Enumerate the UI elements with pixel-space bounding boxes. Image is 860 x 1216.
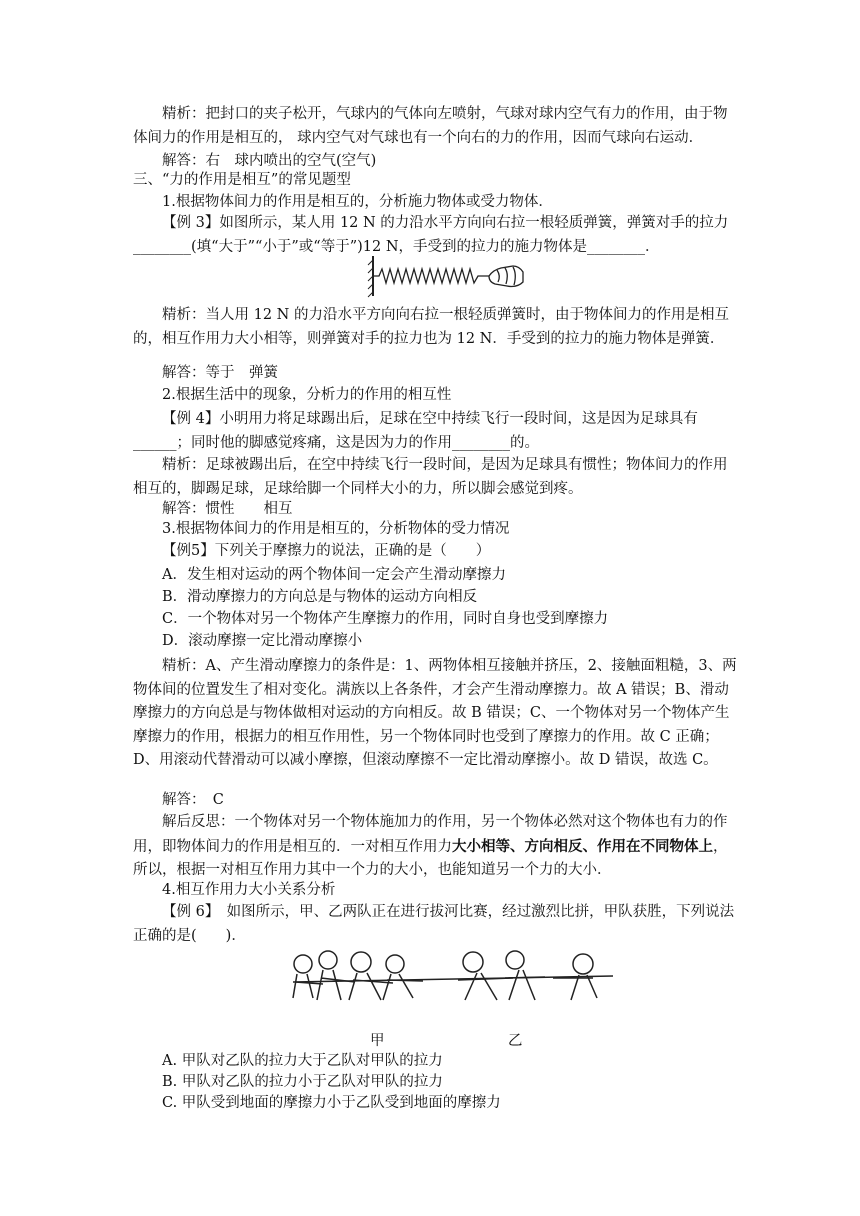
reflection-text-1: 解后反思：一个物体对另一个物体施加力的作用，另一个物体必然对这个物体也有力的作用，即物体间力的作用是相互的．一对相互作用力 [133, 814, 728, 855]
tug-of-war-figure [283, 948, 623, 1010]
answer-example-4: 解答：惯性 相互 [162, 501, 293, 517]
option-5c: C．一个物体对另一个物体产生摩擦力的作用，同时自身也受到摩擦力 [162, 611, 609, 627]
question-type-3: 3.根据物体间力的作用是相互的，分析物体的受力情况 [162, 521, 510, 537]
analysis-example-4: 精析：足球被踢出后，在空中持续飞行一段时间，是因为足球具有惯性；物体间力的作用相互的，脚踢足球，足球给脚一个同样大小的力，所以脚会感觉到疼。 [133, 457, 728, 497]
example-5: 【例5】下列关于摩擦力的说法，正确的是（ ） [162, 543, 491, 559]
option-5d: D．滚动摩擦一定比滑动摩擦小 [162, 633, 363, 649]
team-label-jia: 甲 [370, 1033, 385, 1049]
question-type-1: 1.根据物体间力的作用是相互的，分析施力物体或受力物体． [162, 194, 553, 210]
analysis-balloon: 精析：把封口的夹子松开，气球内的气体向左喷射，气球对球内空气有力的作用，由于物体间力的作用是相互的， 球内空气对气球也有一个向右的力的作用，因而气球向右运动． [133, 106, 728, 146]
analysis-example-5: 精析：A、产生滑动摩擦力的条件是：1、两物体相互接触并挤压，2、接触面粗糙，3、两物体间的位置发生了相对变化。满族以上各条件，才会产生滑动摩擦力。故 A 错误；B、滑动摩擦力的方向总是与物体做相对运动的方向相反。故 B 错误；C、一个物体对另一个物体产生摩擦力的作用，根据力的相互作用性，另一个物体同时也受到了摩擦力的作用。故 C 正确；D、用滚动代替滑动可以减小摩擦，但滚动摩擦不一定比滑动摩擦小。故 D 错误，故选 C。 [133, 658, 737, 768]
team-right-icon [458, 951, 597, 1000]
answer-example-5: 解答： C [162, 792, 224, 808]
option-6b: B. 甲队对乙队的拉力小于乙队对甲队的拉力 [162, 1074, 443, 1090]
reflection [133, 811, 737, 883]
option-5b: B．滑动摩擦力的方向总是与物体的运动方向相反 [162, 589, 478, 605]
hand-icon [489, 266, 523, 287]
team-label-yi: 乙 [508, 1033, 523, 1049]
reflection-text-2: ，所以，根据一对相互作用力其中一个力的大小，也能知道另一个力的大小． [133, 838, 728, 878]
section-heading-3: 三、“力的作用是相互”的常见题型 [133, 172, 351, 188]
example-6: 【例 6】 如图所示，甲、乙两队正在进行拔河比赛，经过激烈比拼，甲队获胜，下列说法正确的是( )． [133, 904, 735, 944]
question-type-4: 4.相互作用力大小关系分析 [162, 882, 336, 898]
team-left-icon [293, 951, 423, 1000]
option-5a: A．发生相对运动的两个物体间一定会产生滑动摩擦力 [162, 567, 506, 583]
answer-example-3: 解答：等于 弹簧 [162, 365, 278, 381]
reflection-bold: 大小相等、方向相反、作用在不同物体上 [452, 837, 713, 855]
example-4: 【例 4】小明用力将足球踢出后，足球在空中持续飞行一段时间，这是因为足球具有______；同时他的脚感觉疼痛，这是因为力的作用________的。 [133, 411, 698, 451]
analysis-example-3: 精析：当人用 12 N 的力沿水平方向向右拉一根轻质弹簧时，由于物体间力的作用是相互的，相互作用力大小相等，则弹簧对手的拉力也为 12 N．手受到的拉力的施力物体是弹簧． [133, 307, 729, 347]
option-6c: C. 甲队受到地面的摩擦力小于乙队受到地面的摩擦力 [162, 1095, 501, 1111]
option-6a: A. 甲队对乙队的拉力大于乙队对甲队的拉力 [162, 1053, 443, 1069]
question-type-2: 2.根据生活中的现象，分析力的作用的相互性 [162, 387, 452, 403]
spring-icon [373, 269, 489, 283]
answer-balloon: 解答：右 球内喷出的空气(空气) [162, 153, 377, 169]
spring-hand-figure [367, 252, 527, 300]
wall-icon [368, 256, 373, 297]
example-3: 【例 3】如图所示，某人用 12 N 的力沿水平方向向右拉一根轻质弹簧，弹簧对手的拉力________(填“大于”“小于”或“等于”)12 N，手受到的拉力的施力物体是________． [133, 215, 729, 255]
